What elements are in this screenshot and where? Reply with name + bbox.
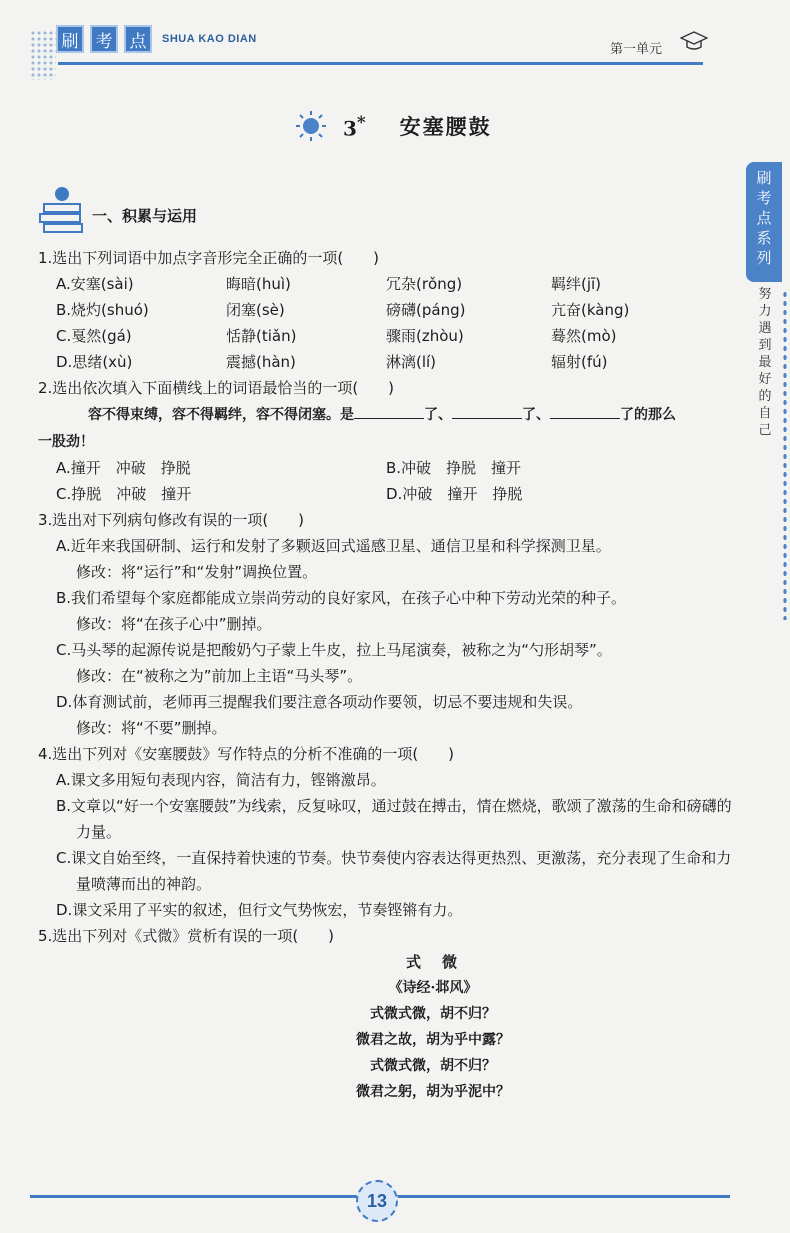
motto-vertical [754,286,776,439]
header-dot-pattern [30,30,56,80]
q1-option: 震撼(hàn) [226,353,296,371]
q2-text-c: 一股劲！ [38,434,94,450]
q2-option: A.撞开 冲破 挣脱 [56,459,191,477]
q1-option: 辐射(fú) [551,353,608,371]
section-title: 一、积累与运用 [92,207,198,225]
poem [128,949,738,1105]
motto-char: 努 [758,287,772,302]
graduation-cap-icon [680,30,708,52]
q2-option: B.冲破 挣脱 撞开 [386,459,522,477]
books-apple-icon [38,182,86,234]
brand-char-1: 刷 [56,25,84,53]
poem-line: 微君之躬，胡为乎泥中？ [356,1084,510,1100]
brand-char-3: 点 [124,25,152,53]
q3-option: A.近年来我国研制、运行和发射了多颗返回式遥感卫星、通信卫星和科学探测卫星。 [56,537,611,555]
q1-option: 淋漓(lí) [386,353,437,371]
poem-title: 式 微 [405,953,460,971]
series-char: 系 [756,229,772,247]
motto-char: 自 [758,406,772,421]
lesson-title: 安塞腰鼓 [399,115,492,139]
q1-options [56,271,738,375]
motto-char: 最 [758,355,772,370]
q1-option: 骤雨(zhòu) [386,327,464,345]
motto-char: 的 [758,389,772,404]
lesson-heading [295,110,492,142]
q2-passage [88,401,738,429]
q1-option: 晦暗(huì) [226,275,291,293]
brand-char-2: 考 [90,25,118,53]
q4-stem: 4.选出下列对《安塞腰鼓》写作特点的分析不准确的一项( ) [38,745,455,763]
q1-option: 恬静(tiǎn) [226,327,297,345]
blank [452,404,522,419]
question-list [38,245,738,1105]
q1-option: 亢奋(kàng) [551,301,630,319]
series-char: 列 [756,249,772,267]
q1-option: C.戛然(gá) [56,327,132,345]
motto-char: 遇 [758,321,772,336]
q2-text-a: 容不得束缚，容不得羁绊，容不得闭塞。是 [88,407,354,423]
blank [550,404,620,419]
series-char: 点 [756,209,772,227]
header-rule [58,62,703,65]
q1-option: B.烧灼(shuó) [56,301,149,319]
q1-stem: 1.选出下列词语中加点字音形完全正确的一项( ) [38,249,380,267]
motto-char: 到 [758,338,772,353]
blank [354,404,424,419]
q1-option: 冗杂(rǒng) [386,275,463,293]
poem-line: 式微式微，胡不归？ [370,1058,496,1074]
q1-option: 磅礴(páng) [386,301,466,319]
q2-mid1: 了、 [424,407,452,423]
brand-pinyin: SHUA KAO DIAN [162,33,257,45]
q4-option: D.课文采用了平实的叙述，但行文气势恢宏，节奏铿锵有力。 [56,901,463,919]
q2-mid2: 了、 [522,407,550,423]
q2-options [56,455,738,507]
q2-option: C.挣脱 冲破 撞开 [56,485,192,503]
q1-option: 蓦然(mò) [551,327,617,345]
poem-line: 微君之故，胡为乎中露？ [356,1032,510,1048]
unit-label: 第一单元 [610,42,663,57]
q3-stem: 3.选出对下列病句修改有误的一项( ) [38,511,305,529]
q4-option: B.文章以“好一个安塞腰鼓”为线索，反复咏叹，通过鼓在搏击，情在燃烧，歌颂了激荡的生命和磅礴的力量。 [56,797,732,841]
sun-icon [295,110,327,142]
q3-fix: 修改：将“在孩子心中”删掉。 [76,615,272,633]
q3-option: C.马头琴的起源传说是把酸奶勺子蒙上牛皮，拉上马尾演奏，被称之为“勺形胡琴”。 [56,641,612,659]
q4-option: C.课文自始至终，一直保持着快速的节奏。快节奏使内容表达得更热烈、更激荡，充分表现了生命和力量喷薄而出的神韵。 [56,849,732,893]
motto-char: 好 [758,372,772,387]
motto-char: 力 [758,304,772,319]
poem-line: 式微式微，胡不归？ [370,1006,496,1022]
page-number: 13 [356,1180,398,1222]
q5-stem: 5.选出下列对《式微》赏析有误的一项( ) [38,927,335,945]
q1-option: D.思绪(xù) [56,353,133,371]
motto-char: 己 [758,423,772,438]
series-tab [746,162,782,282]
q1-option: 羁绊(jī) [551,275,602,293]
side-dot-line [782,290,788,620]
q4-option: A.课文多用短句表现内容，简洁有力，铿锵激昂。 [56,771,386,789]
lesson-number: 3* [343,111,366,141]
q3-fix: 修改：在“被称之为”前加上主语“马头琴”。 [76,667,363,685]
q3-fix: 修改：将“运行”和“发射”调换位置。 [76,563,318,581]
series-char: 刷 [756,169,772,187]
q3-fix: 修改：将“不要”删掉。 [76,719,227,737]
q1-option: A.安塞(sài) [56,275,134,293]
q2-text-b: 了的那么 [620,407,676,423]
q3-option: B.我们希望每个家庭都能成立崇尚劳动的良好家风，在孩子心中种下劳动光荣的种子。 [56,589,627,607]
brand-logo [56,22,257,56]
q1-option: 闭塞(sè) [226,301,285,319]
series-char: 考 [756,189,772,207]
q2-option: D.冲破 撞开 挣脱 [386,485,523,503]
q3-option: D.体育测试前，老师再三提醒我们要注意各项动作要领，切忌不要违规和失误。 [56,693,583,711]
q2-stem: 2.选出依次填入下面横线上的词语最恰当的一项( ) [38,379,395,397]
poem-source: 《诗经·邶风》 [388,980,478,996]
